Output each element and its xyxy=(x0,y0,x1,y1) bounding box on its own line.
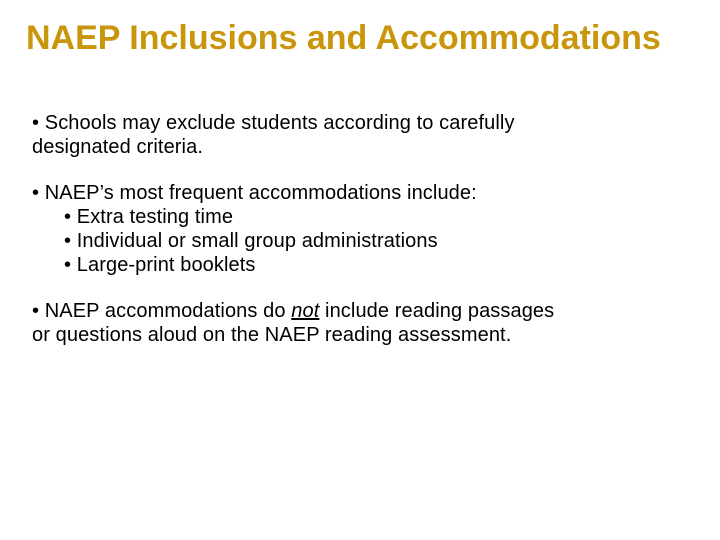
bullet-accommodations xyxy=(32,181,702,277)
bullet-exclusion-line-1: • Schools may exclude students according to carefully xyxy=(32,112,515,134)
slide-title: NAEP Inclusions and Accommodations xyxy=(26,19,661,57)
bullet-accommodations-intro: • NAEP’s most frequent accommodations include: xyxy=(32,182,477,204)
slide-body xyxy=(32,111,702,369)
sub-bullet-large-print: • Large-print booklets xyxy=(64,254,256,276)
bullet-not-included-line-1 xyxy=(32,299,702,323)
bullet-exclusion xyxy=(32,111,702,159)
bullet-not-included-before: • NAEP accommodations do xyxy=(32,300,292,322)
emphasis-not: not xyxy=(291,300,320,322)
sub-bullet-small-group: • Individual or small group administrations xyxy=(64,230,438,252)
sub-bullet-extra-time: • Extra testing time xyxy=(64,206,234,228)
bullet-not-included xyxy=(32,299,702,347)
bullet-not-included-after: include reading passages xyxy=(319,300,555,322)
bullet-not-included-line-2: or questions aloud on the NAEP reading assessment. xyxy=(32,324,512,346)
bullet-exclusion-line-2: designated criteria. xyxy=(32,136,203,158)
